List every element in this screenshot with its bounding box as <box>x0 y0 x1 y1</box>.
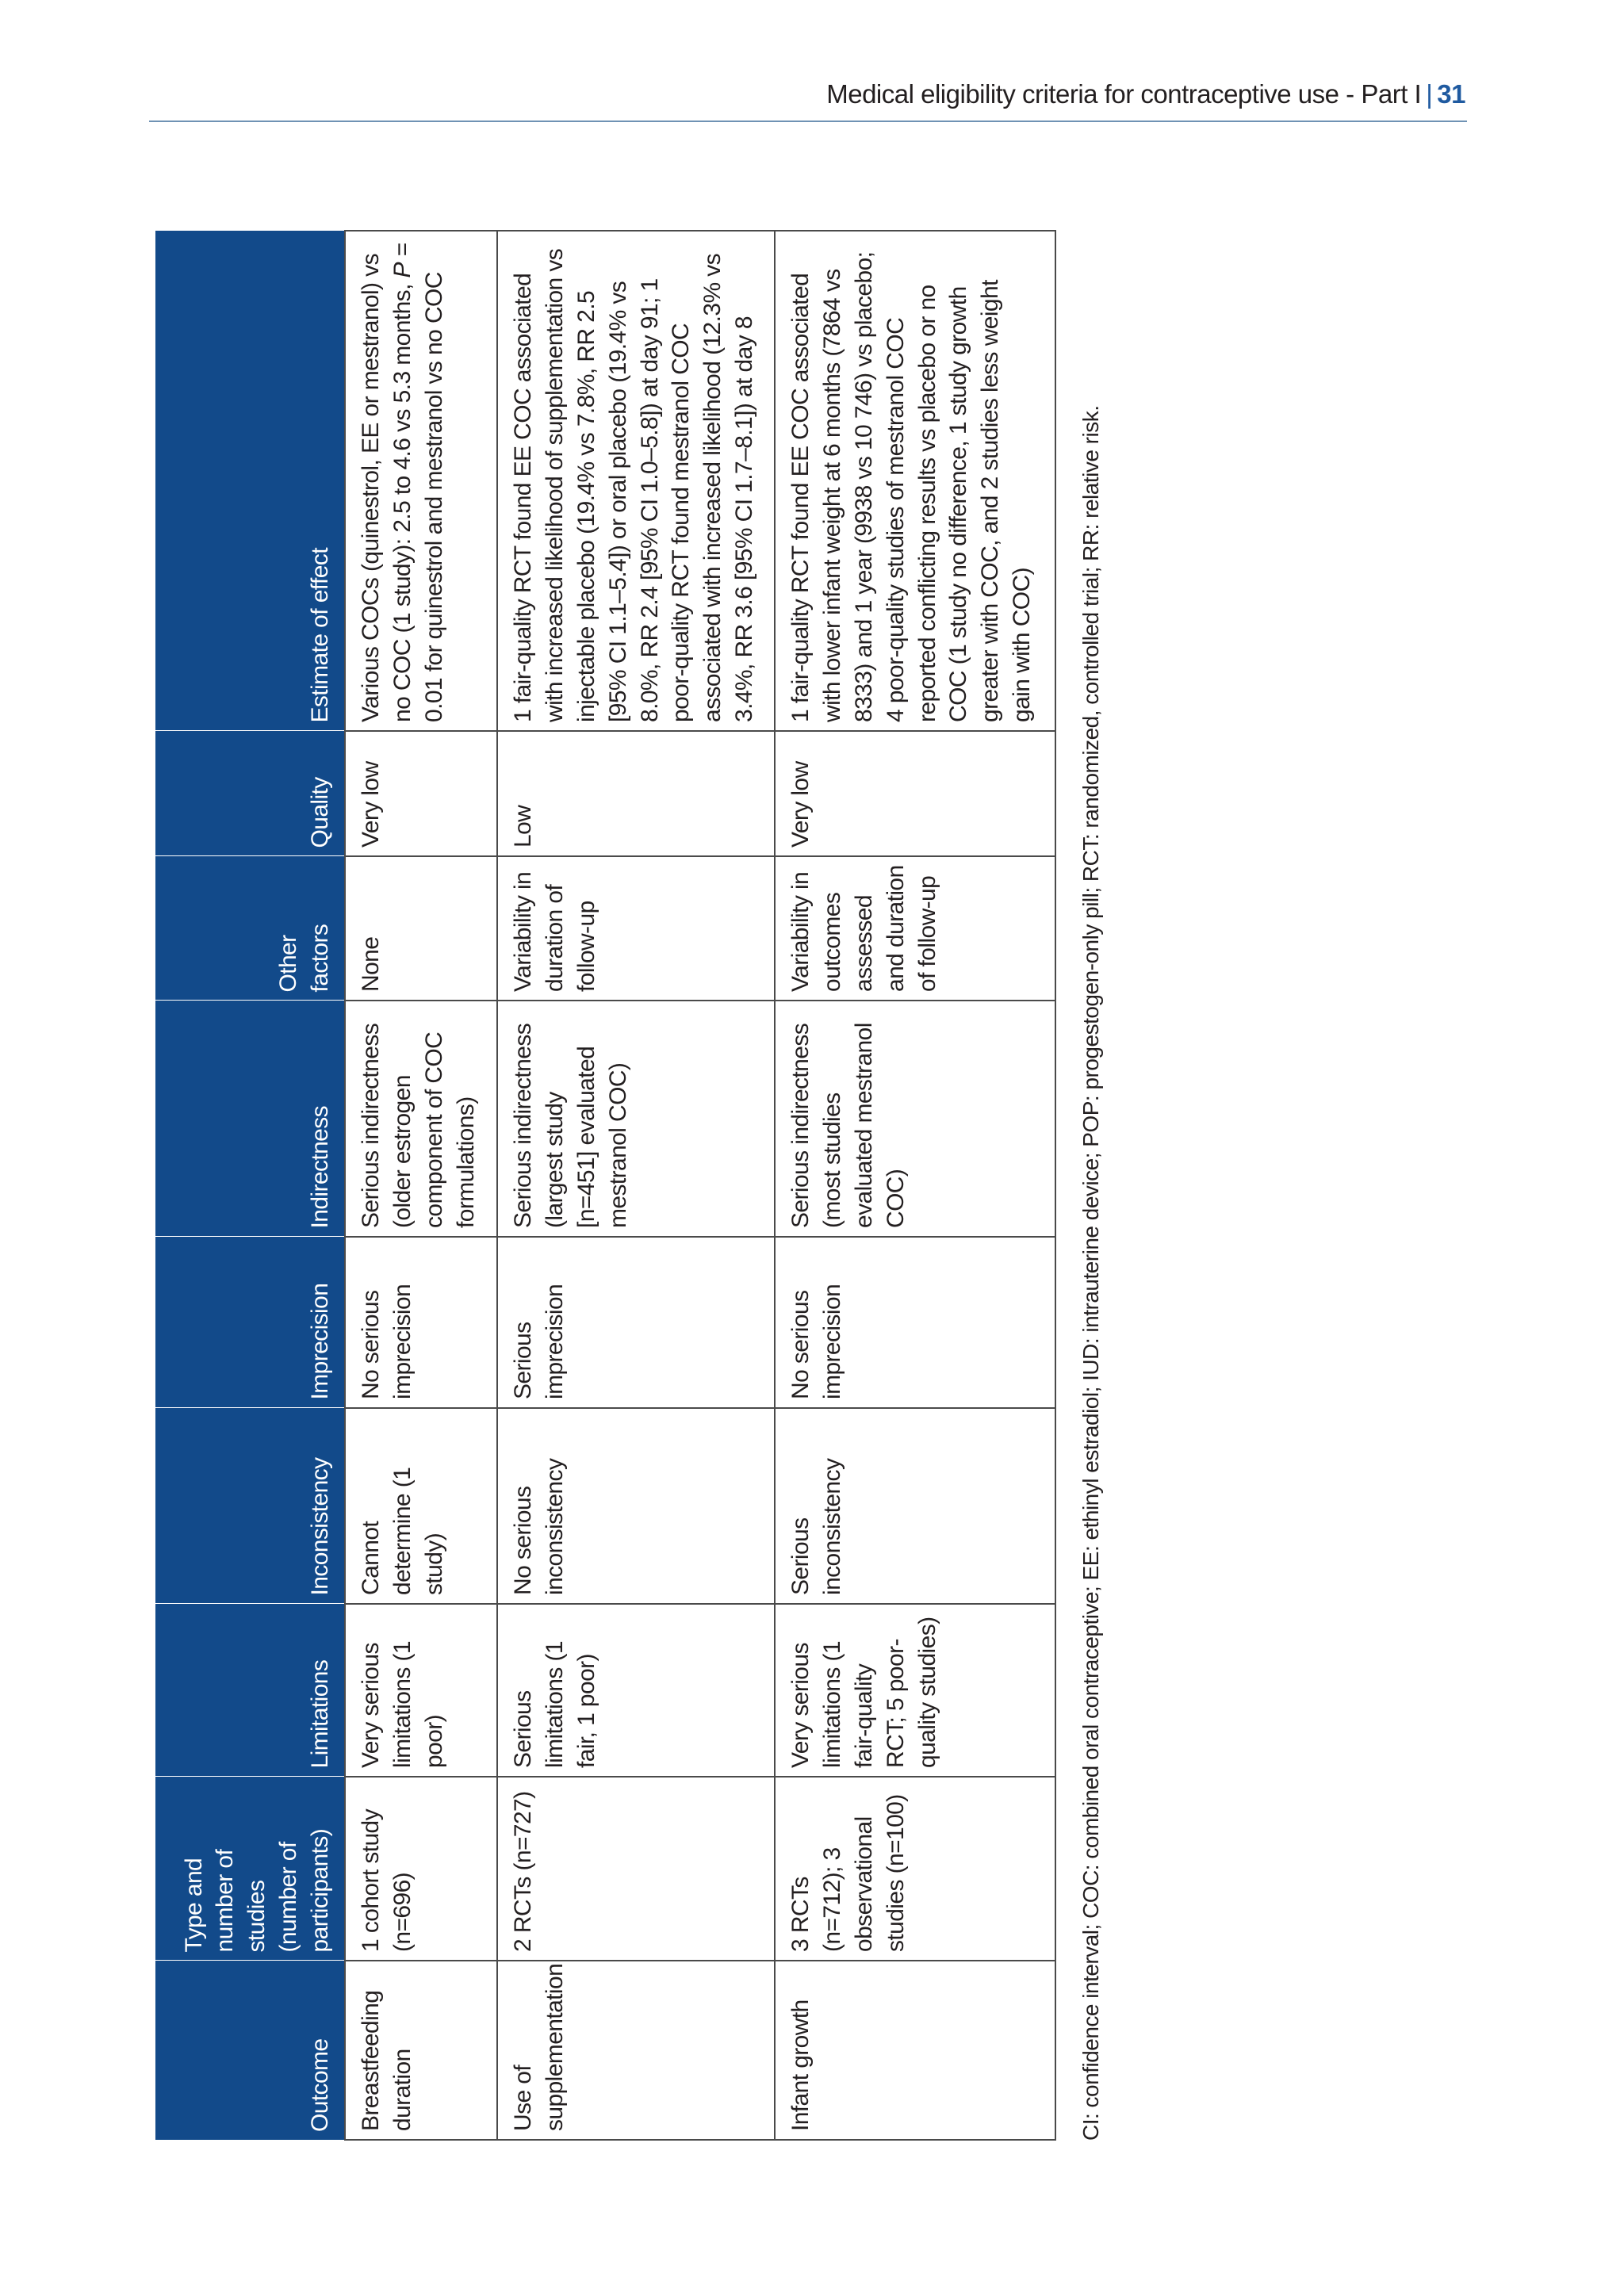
cell-outcome: Breastfeeding duration <box>345 1961 497 2140</box>
header-separator: | <box>1426 79 1433 109</box>
cell-imprecision: No serious imprecision <box>345 1237 497 1408</box>
cell-indirectness: Serious indirectness (largest study [n=451] evaluated mestranol COC) <box>497 1001 775 1237</box>
cell-quality: Low <box>497 731 775 856</box>
cell-estimate <box>345 231 497 731</box>
cell-outcome: Infant growth <box>775 1961 1055 2140</box>
header-rule <box>149 121 1467 122</box>
col-header-limitations: Limitations <box>155 1604 345 1777</box>
cell-inconsistency: Serious inconsistency <box>775 1408 1055 1604</box>
cell-other-factors: Variability in outcomes assessed and duration of follow-up <box>775 856 1055 1001</box>
col-header-imprecision: Imprecision <box>155 1237 345 1408</box>
cell-indirectness: Serious indirectness (most studies evaluated mestranol COC) <box>775 1001 1055 1237</box>
cell-inconsistency: No serious inconsistency <box>497 1408 775 1604</box>
col-header-studies: Type and number of studies (number of participants) <box>155 1777 345 1961</box>
cell-imprecision: No serious imprecision <box>775 1237 1055 1408</box>
table-header-row <box>155 231 345 2140</box>
cell-limitations: Very serious limitations (1 poor) <box>345 1604 497 1777</box>
table-row <box>345 231 497 2140</box>
cell-studies: 2 RCTs (n=727) <box>497 1777 775 1961</box>
cell-imprecision: Serious imprecision <box>497 1237 775 1408</box>
cell-other-factors: Variability in duration of follow-up <box>497 856 775 1001</box>
cell-limitations: Very serious limitations (1 fair-quality RCT; 5 poor-quality studies) <box>775 1604 1055 1777</box>
col-header-outcome: Outcome <box>155 1961 345 2140</box>
cell-indirectness: Serious indirectness (older estrogen component of COC formulations) <box>345 1001 497 1237</box>
cell-estimate: 1 fair-quality RCT found EE COC associated with lower infant weight at 6 months (7864 vs 8333) and 1 year (9938 vs 10 746) vs placebo; 4 poor-quality studies of mestranol COC reported conflicting results vs placebo or no COC (1 study no difference, 1 study growth greater with COC, and 2 studies less weight gain with COC) <box>775 231 1055 731</box>
cell-inconsistency: Cannot determine (1 study) <box>345 1408 497 1604</box>
page-number: 31 <box>1437 79 1465 109</box>
estimate-text-start: Various COCs (quinestrol, EE or mestranol) vs no COC (1 study): 2.5 to 4.6 vs 5.3 months, <box>358 254 416 722</box>
col-header-estimate: Estimate of effect <box>155 231 345 731</box>
cell-estimate: 1 fair-quality RCT found EE COC associated with increased likelihood of supplementation vs injectable placebo (19.4% vs 7.8%, RR 2.5 [95% CI 1.1–5.4]) or oral placebo (19.4% vs 8.0%, RR 2.4 [95% CI 1.0–5.8]) at day 91; 1 poor-quality RCT found mestranol COC associated with increased likelihood (12.3% vs 3.4%, RR 3.6 [95% CI 1.7–8.1]) at day 8 <box>497 231 775 731</box>
document-title: Medical eligibility criteria for contraceptive use - Part I <box>826 79 1422 109</box>
cell-other-factors: None <box>345 856 497 1001</box>
cell-studies: 3 RCTs (n=712); 3 observational studies (n=100) <box>775 1777 1055 1961</box>
col-header-other-factors: Other factors <box>155 856 345 1001</box>
col-header-indirectness: Indirectness <box>155 1001 345 1237</box>
rotated-table-container <box>155 232 1103 2141</box>
table-row <box>775 231 1055 2140</box>
cell-quality: Very low <box>345 731 497 856</box>
running-header <box>826 79 1465 109</box>
p-value-symbol: P <box>389 262 416 278</box>
cell-quality: Very low <box>775 731 1055 856</box>
cell-limitations: Serious limitations (1 fair, 1 poor) <box>497 1604 775 1777</box>
col-header-quality: Quality <box>155 731 345 856</box>
cell-outcome: Use of supplementation <box>497 1961 775 2140</box>
col-header-inconsistency: Inconsistency <box>155 1408 345 1604</box>
table-row <box>497 231 775 2140</box>
estimate-text-end: = 0.01 for quinestrol and mestranol vs no COC <box>389 243 447 722</box>
evidence-table <box>155 230 1056 2141</box>
table-footnote: CI: confidence interval; COC: combined oral contraceptive; EE: ethinyl estradiol; IUD: intrauterine device; POP: progestogen-only pill; RCT: randomized, controlled trial; RR: relative risk. <box>1078 405 1103 2141</box>
cell-studies: 1 cohort study (n=696) <box>345 1777 497 1961</box>
